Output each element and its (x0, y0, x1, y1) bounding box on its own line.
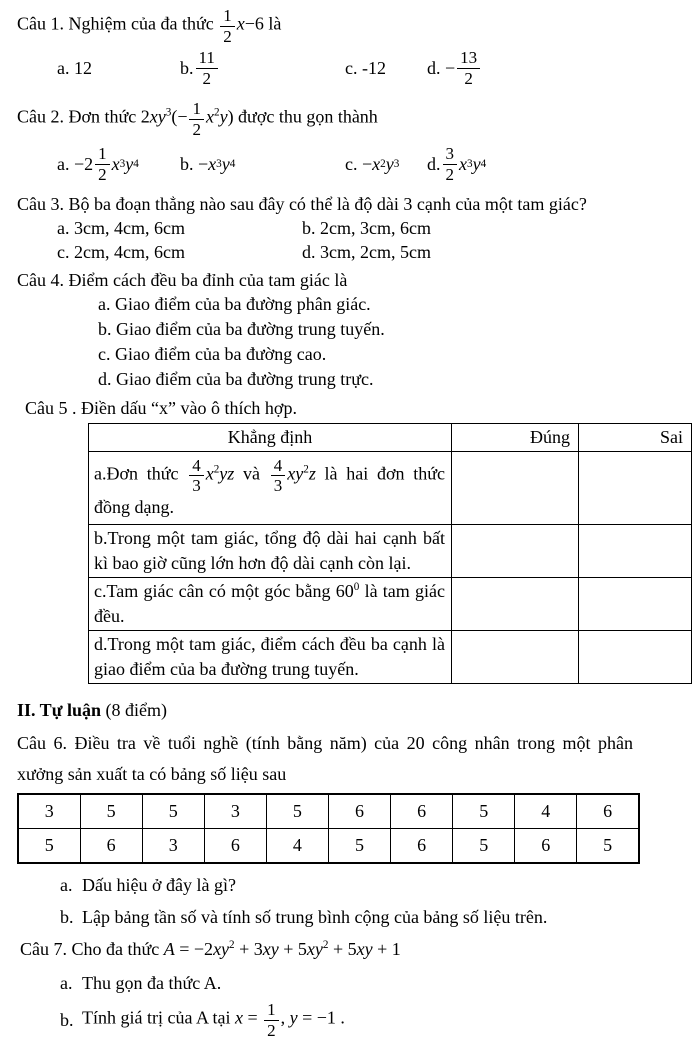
dung-cell-d (452, 631, 579, 684)
data-cell: 3 (142, 829, 204, 864)
question-7-text: Câu 7. Cho đa thức $A = -2xy^2 + 3xy + 5xy^2 + 5xy + 1$ (20, 939, 401, 959)
table-row (89, 578, 692, 631)
question-6-stem: Câu 6. Điều tra về tuổi nghề (tính bằng năm) của 20 công nhân trong một phân xưởng sản xuất ta có bảng số liệu sau (17, 733, 633, 784)
option-2b: b. − x 3 y 4 (180, 153, 236, 174)
data-cell: 4 (266, 829, 328, 864)
option-1b: b. $\frac{11}{2}$ (180, 48, 345, 87)
dung-cell-c (452, 578, 579, 631)
statement-d: d.Trong một tam giác, điểm cách đều ba cạnh là giao điểm của ba đường trung tuyến. (89, 631, 452, 684)
data-cell: 4 (515, 794, 577, 829)
question-4-options (98, 292, 650, 392)
data-cell: 6 (391, 794, 453, 829)
part-label: b. (60, 1009, 74, 1030)
question-6-part-b (60, 904, 650, 930)
option-3c: c. 2cm, 4cm, 6cm (57, 242, 185, 262)
part-text: Thu gọn đa thức A. (82, 973, 222, 993)
option-4b: b. Giao điểm của ba đường trung tuyến. (98, 319, 385, 339)
data-cell: 5 (453, 794, 515, 829)
question-2-stem (17, 98, 650, 140)
dung-cell-a (452, 452, 579, 525)
statement-a: a.Đơn thức $\frac{4}{3}$ $x^2yz$ và $\frac{4}{3}$ $xy^2z$ là hai đơn thức đồng dạng. (89, 452, 452, 525)
dung-cell-b (452, 525, 579, 578)
data-cell: 5 (577, 829, 639, 864)
question-5-stem: Câu 5 . Điền dấu “x” vào ô thích hợp. (25, 398, 297, 418)
data-cell: 5 (80, 794, 142, 829)
question-7-stem (20, 936, 650, 962)
question-1-options (57, 46, 650, 90)
section-2-title (17, 698, 650, 722)
question-2-text: Câu 2. Đơn thức $2xy^3(-$ $\frac{1}{2}$ $x^2y$) được thu gọn thành (17, 99, 378, 139)
statement-c: c.Tam giác cân có một góc bằng $60^0$ là tam giác đều. (89, 578, 452, 631)
part-text: Lập bảng tần số và tính số trung bình cộng của bảng số liệu trên. (82, 907, 548, 927)
question-3-options-row2 (57, 240, 650, 264)
data-cell: 6 (80, 829, 142, 864)
part-label: a. (60, 875, 73, 895)
data-cell: 5 (266, 794, 328, 829)
data-cell: 6 (204, 829, 266, 864)
section-2-title-rest: (8 điểm) (101, 700, 167, 720)
data-cell: 5 (328, 829, 390, 864)
question-3-stem: Câu 3. Bộ ba đoạn thẳng nào sau đây có thể là độ dài 3 cạnh của một tam giác? (17, 194, 587, 214)
question-1-text: Câu 1. Nghiệm của đa thức $\frac{1}{2}$ x−6 là (17, 6, 282, 46)
data-cell: 6 (391, 829, 453, 864)
option-1a: a. 12 (57, 57, 92, 78)
part-label: a. (60, 973, 73, 993)
data-cell: 6 (577, 794, 639, 829)
data-cell: 5 (453, 829, 515, 864)
option-1d: d. − $\frac{13}{2}$ (427, 48, 650, 87)
option-4a: a. Giao điểm của ba đường phân giác. (98, 294, 371, 314)
part-label: b. (60, 907, 74, 927)
question-3-options-row1 (57, 216, 650, 240)
part-text: Dấu hiệu ở đây là gì? (82, 875, 236, 895)
section-2-title-bold: II. Tự luận (17, 700, 102, 720)
option-1c: c. -12 (345, 57, 386, 78)
part-text: Tính giá trị của A tại x = $\frac{1}{2}$ , y = −1 . (82, 1000, 345, 1040)
header-dung: Đúng (452, 424, 579, 452)
option-2a: a. −2 $\frac{1}{2}$ x 3 y 4 (57, 144, 139, 184)
sai-cell-c (579, 578, 692, 631)
header-sai: Sai (579, 424, 692, 452)
option-2d: d. $\frac{3}{2}$ x 3 y 4 (427, 144, 487, 184)
statement-b: b.Trong một tam giác, tổng độ dài hai cạnh bất kì bao giờ cũng lớn hơn độ dài cạnh còn lại. (89, 525, 452, 578)
data-cell: 6 (515, 829, 577, 864)
data-cell: 3 (204, 794, 266, 829)
option-3b: b. 2cm, 3cm, 6cm (302, 218, 431, 238)
data-cell: 6 (328, 794, 390, 829)
option-3a: a. 3cm, 4cm, 6cm (57, 218, 185, 238)
table-row (89, 525, 692, 578)
sai-cell-b (579, 525, 692, 578)
sai-cell-a (579, 452, 692, 525)
data-cell: 5 (142, 794, 204, 829)
question-1-stem (17, 6, 650, 46)
option-4c: c. Giao điểm của ba đường cao. (98, 344, 327, 364)
question-6-part-a (60, 872, 650, 898)
question-2-options (57, 142, 650, 186)
option-2c: c. − x 2 y 3 (345, 153, 400, 174)
option-4d: d. Giao điểm của ba đường trung trực. (98, 369, 374, 389)
header-khang-dinh: Khẳng định (89, 424, 452, 452)
table-row (89, 452, 692, 525)
question-4-stem: Câu 4. Điểm cách đều ba đỉnh của tam giác là (17, 270, 348, 290)
table-row (89, 631, 692, 684)
data-cell: 5 (18, 829, 80, 864)
option-3d: d. 3cm, 2cm, 5cm (302, 242, 431, 262)
sai-cell-d (579, 631, 692, 684)
data-table-row-2 (18, 829, 639, 864)
statement-table-header (89, 424, 692, 452)
data-table-row-1 (18, 794, 639, 829)
question-7-part-a (60, 970, 650, 996)
data-cell: 3 (18, 794, 80, 829)
statement-table (88, 423, 692, 684)
data-table (17, 793, 640, 864)
question-7-part-b (60, 998, 650, 1042)
